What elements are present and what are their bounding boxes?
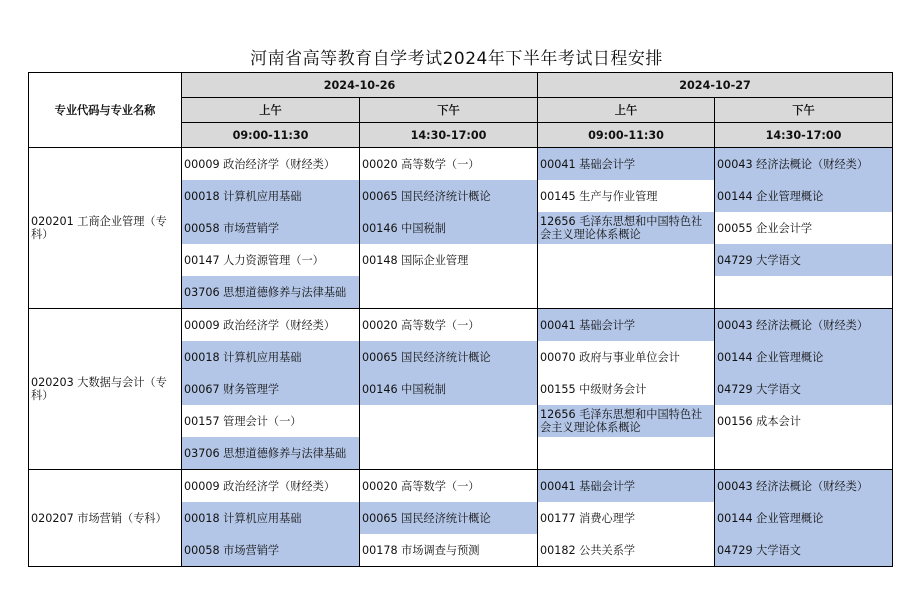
session-header: 上午	[182, 98, 360, 123]
course-cell: 00043 经济法概论（财经类）	[715, 148, 893, 181]
course-cell	[360, 276, 538, 309]
course-cell	[715, 437, 893, 470]
time-header: 09:00-11:30	[538, 123, 715, 148]
course-cell: 00041 基础会计学	[538, 148, 715, 181]
course-cell	[538, 276, 715, 309]
course-cell: 00018 计算机应用基础	[182, 502, 360, 534]
course-cell: 00018 计算机应用基础	[182, 341, 360, 373]
course-cell: 00065 国民经济统计概论	[360, 341, 538, 373]
course-cell: 00043 经济法概论（财经类）	[715, 309, 893, 342]
course-cell	[538, 437, 715, 470]
course-cell: 00145 生产与作业管理	[538, 180, 715, 212]
date-header: 2024-10-26	[182, 73, 538, 98]
course-cell: 03706 思想道德修养与法律基础	[182, 437, 360, 470]
time-header: 09:00-11:30	[182, 123, 360, 148]
major-name-cell: 020201 工商企业管理（专科）	[29, 148, 182, 309]
major-name-cell: 020207 市场营销（专科）	[29, 470, 182, 567]
course-cell: 00146 中国税制	[360, 373, 538, 405]
course-cell: 00156 成本会计	[715, 405, 893, 437]
course-cell: 12656 毛泽东思想和中国特色社会主义理论体系概论	[538, 212, 715, 244]
course-cell: 00065 国民经济统计概论	[360, 180, 538, 212]
page-title: 河南省高等教育自学考试2024年下半年考试日程安排	[250, 49, 663, 69]
time-header: 14:30-17:00	[360, 123, 538, 148]
course-cell: 00020 高等数学（一）	[360, 470, 538, 503]
course-cell: 00155 中级财务会计	[538, 373, 715, 405]
course-cell: 03706 思想道德修养与法律基础	[182, 276, 360, 309]
course-cell: 00144 企业管理概论	[715, 341, 893, 373]
session-header: 下午	[360, 98, 538, 123]
session-header: 上午	[538, 98, 715, 123]
course-cell: 00055 企业会计学	[715, 212, 893, 244]
course-cell: 00041 基础会计学	[538, 309, 715, 342]
course-cell	[538, 244, 715, 276]
course-cell: 00144 企业管理概论	[715, 180, 893, 212]
course-cell	[715, 276, 893, 309]
exam-schedule-table	[28, 72, 893, 567]
session-header: 下午	[715, 98, 893, 123]
course-cell: 00178 市场调查与预测	[360, 534, 538, 567]
schedule-body	[29, 148, 893, 567]
course-cell: 00144 企业管理概论	[715, 502, 893, 534]
major-name-cell: 020203 大数据与会计（专科）	[29, 309, 182, 470]
table-row	[29, 309, 893, 342]
course-cell: 00157 管理会计（一）	[182, 405, 360, 437]
course-cell: 00043 经济法概论（财经类）	[715, 470, 893, 503]
course-cell: 00009 政治经济学（财经类）	[182, 148, 360, 181]
course-cell: 00018 计算机应用基础	[182, 180, 360, 212]
course-cell: 00146 中国税制	[360, 212, 538, 244]
course-cell: 00182 公共关系学	[538, 534, 715, 567]
table-row	[29, 148, 893, 181]
course-cell: 00148 国际企业管理	[360, 244, 538, 276]
course-cell: 00041 基础会计学	[538, 470, 715, 503]
course-cell: 00058 市场营销学	[182, 212, 360, 244]
table-row	[29, 470, 893, 503]
major-column-header: 专业代码与专业名称	[29, 73, 182, 148]
course-cell: 00065 国民经济统计概论	[360, 502, 538, 534]
course-cell: 04729 大学语文	[715, 373, 893, 405]
course-cell	[360, 405, 538, 437]
course-cell: 00020 高等数学（一）	[360, 309, 538, 342]
course-cell: 00177 消费心理学	[538, 502, 715, 534]
course-cell: 04729 大学语文	[715, 534, 893, 567]
course-cell: 12656 毛泽东思想和中国特色社会主义理论体系概论	[538, 405, 715, 437]
course-cell	[360, 437, 538, 470]
course-cell: 00058 市场营销学	[182, 534, 360, 567]
date-header: 2024-10-27	[538, 73, 893, 98]
course-cell: 00070 政府与事业单位会计	[538, 341, 715, 373]
course-cell: 00009 政治经济学（财经类）	[182, 309, 360, 342]
course-cell: 04729 大学语文	[715, 244, 893, 276]
course-cell: 00067 财务管理学	[182, 373, 360, 405]
course-cell: 00009 政治经济学（财经类）	[182, 470, 360, 503]
schedule-header	[29, 73, 893, 148]
course-cell: 00147 人力资源管理（一）	[182, 244, 360, 276]
course-cell: 00020 高等数学（一）	[360, 148, 538, 181]
time-header: 14:30-17:00	[715, 123, 893, 148]
